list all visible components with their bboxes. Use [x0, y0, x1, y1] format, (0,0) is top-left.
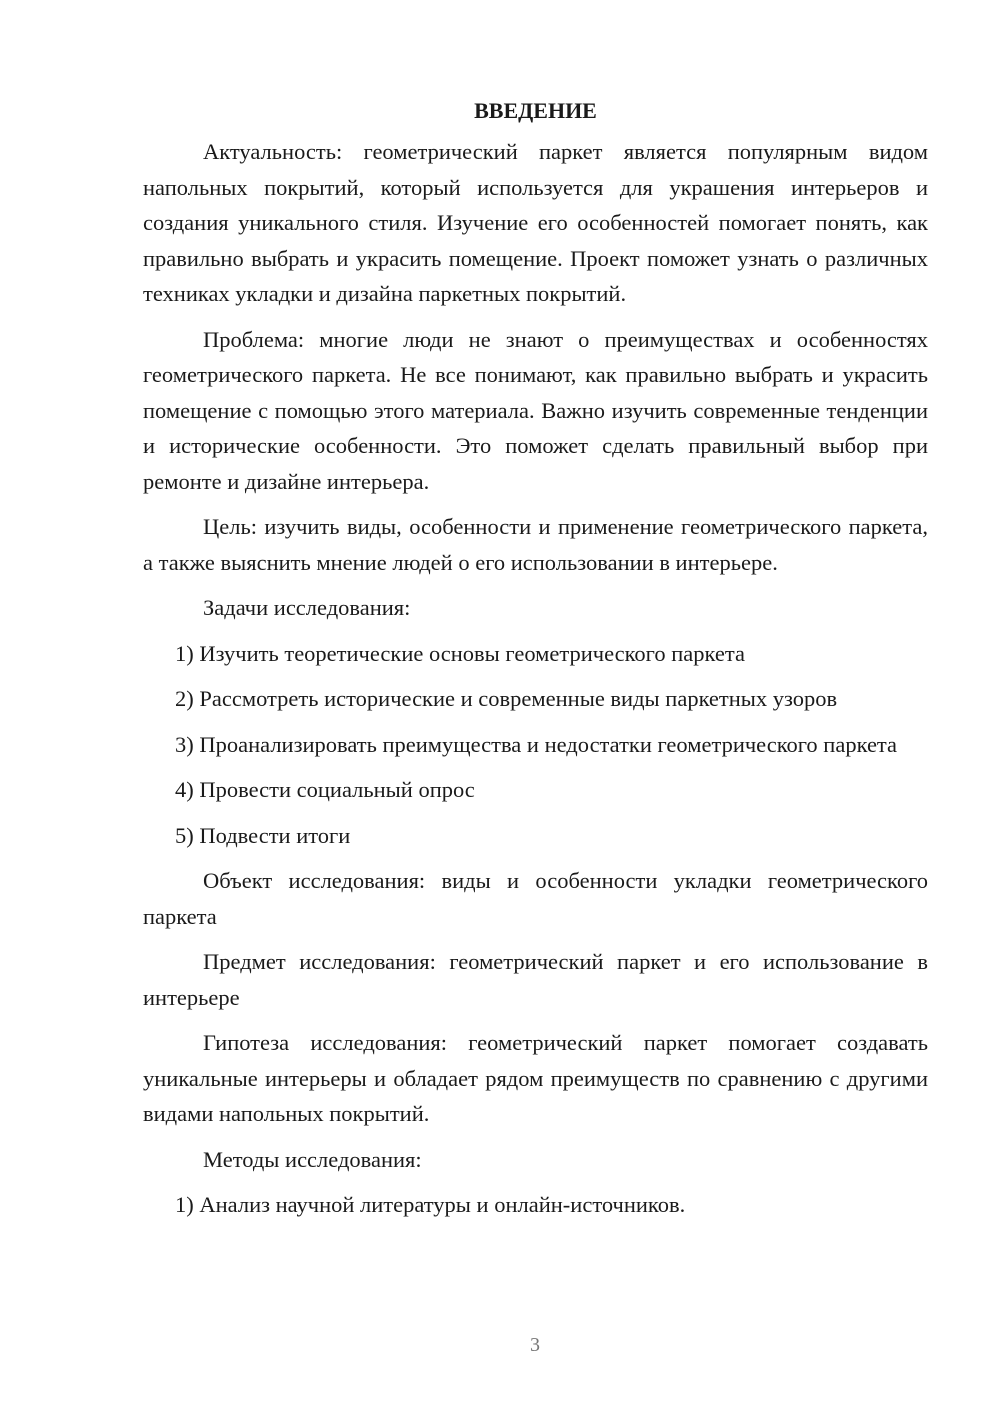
paragraph-goal: Цель: изучить виды, особенности и применение геометрического паркета, а также выяснить мнение людей о его использовании в интерьере. [143, 514, 928, 575]
paragraph-relevance: Актуальность: геометрический паркет является популярным видом напольных покрытий, который используется для украшения интерьеров и создания уникального стиля. Изучение его особенностей помогает понять, как правильно выбрать и украсить помещение. Проект поможет узнать о различных техниках укладки и дизайна паркетных покрытий. [143, 139, 928, 306]
paragraph-subject: Предмет исследования: геометрический паркет и его использование в интерьере [143, 949, 928, 1010]
document-title: ВВЕДЕНИЕ [474, 98, 597, 123]
task-item-4: 4) Провести социальный опрос [175, 777, 475, 802]
document-page [143, 96, 928, 1233]
task-item-3: 3) Проанализировать преимущества и недостатки геометрического паркета [175, 731, 898, 757]
tasks-heading: Задачи исследования: [203, 595, 411, 620]
methods-heading: Методы исследования: [203, 1146, 422, 1172]
task-item-1: 1) Изучить теоретические основы геометрического паркета [175, 640, 745, 666]
paragraph-hypothesis: Гипотеза исследования: геометрический паркет помогает создавать уникальные интерьеры и обладает рядом преимуществ по сравнению с другими видами напольных покрытий. [143, 1030, 928, 1126]
paragraph-problem: Проблема: многие люди не знают о преимуществах и особенностях геометрического паркета. Не все понимают, как правильно выбрать и украсить помещение с помощью этого материала. Важно изучить современные тенденции и исторические особенности. Это поможет сделать правильный выбор при ремонте и дизайне интерьера. [143, 326, 928, 494]
task-item-2: 2) Рассмотреть исторические и современные виды паркетных узоров [175, 686, 838, 711]
method-item-1: 1) Анализ научной литературы и онлайн-источников. [175, 1192, 686, 1217]
page-number: 3 [530, 1334, 540, 1356]
task-item-5: 5) Подвести итоги [175, 822, 351, 848]
paragraph-object: Объект исследования: виды и особенности укладки геометрического паркета [143, 868, 928, 929]
